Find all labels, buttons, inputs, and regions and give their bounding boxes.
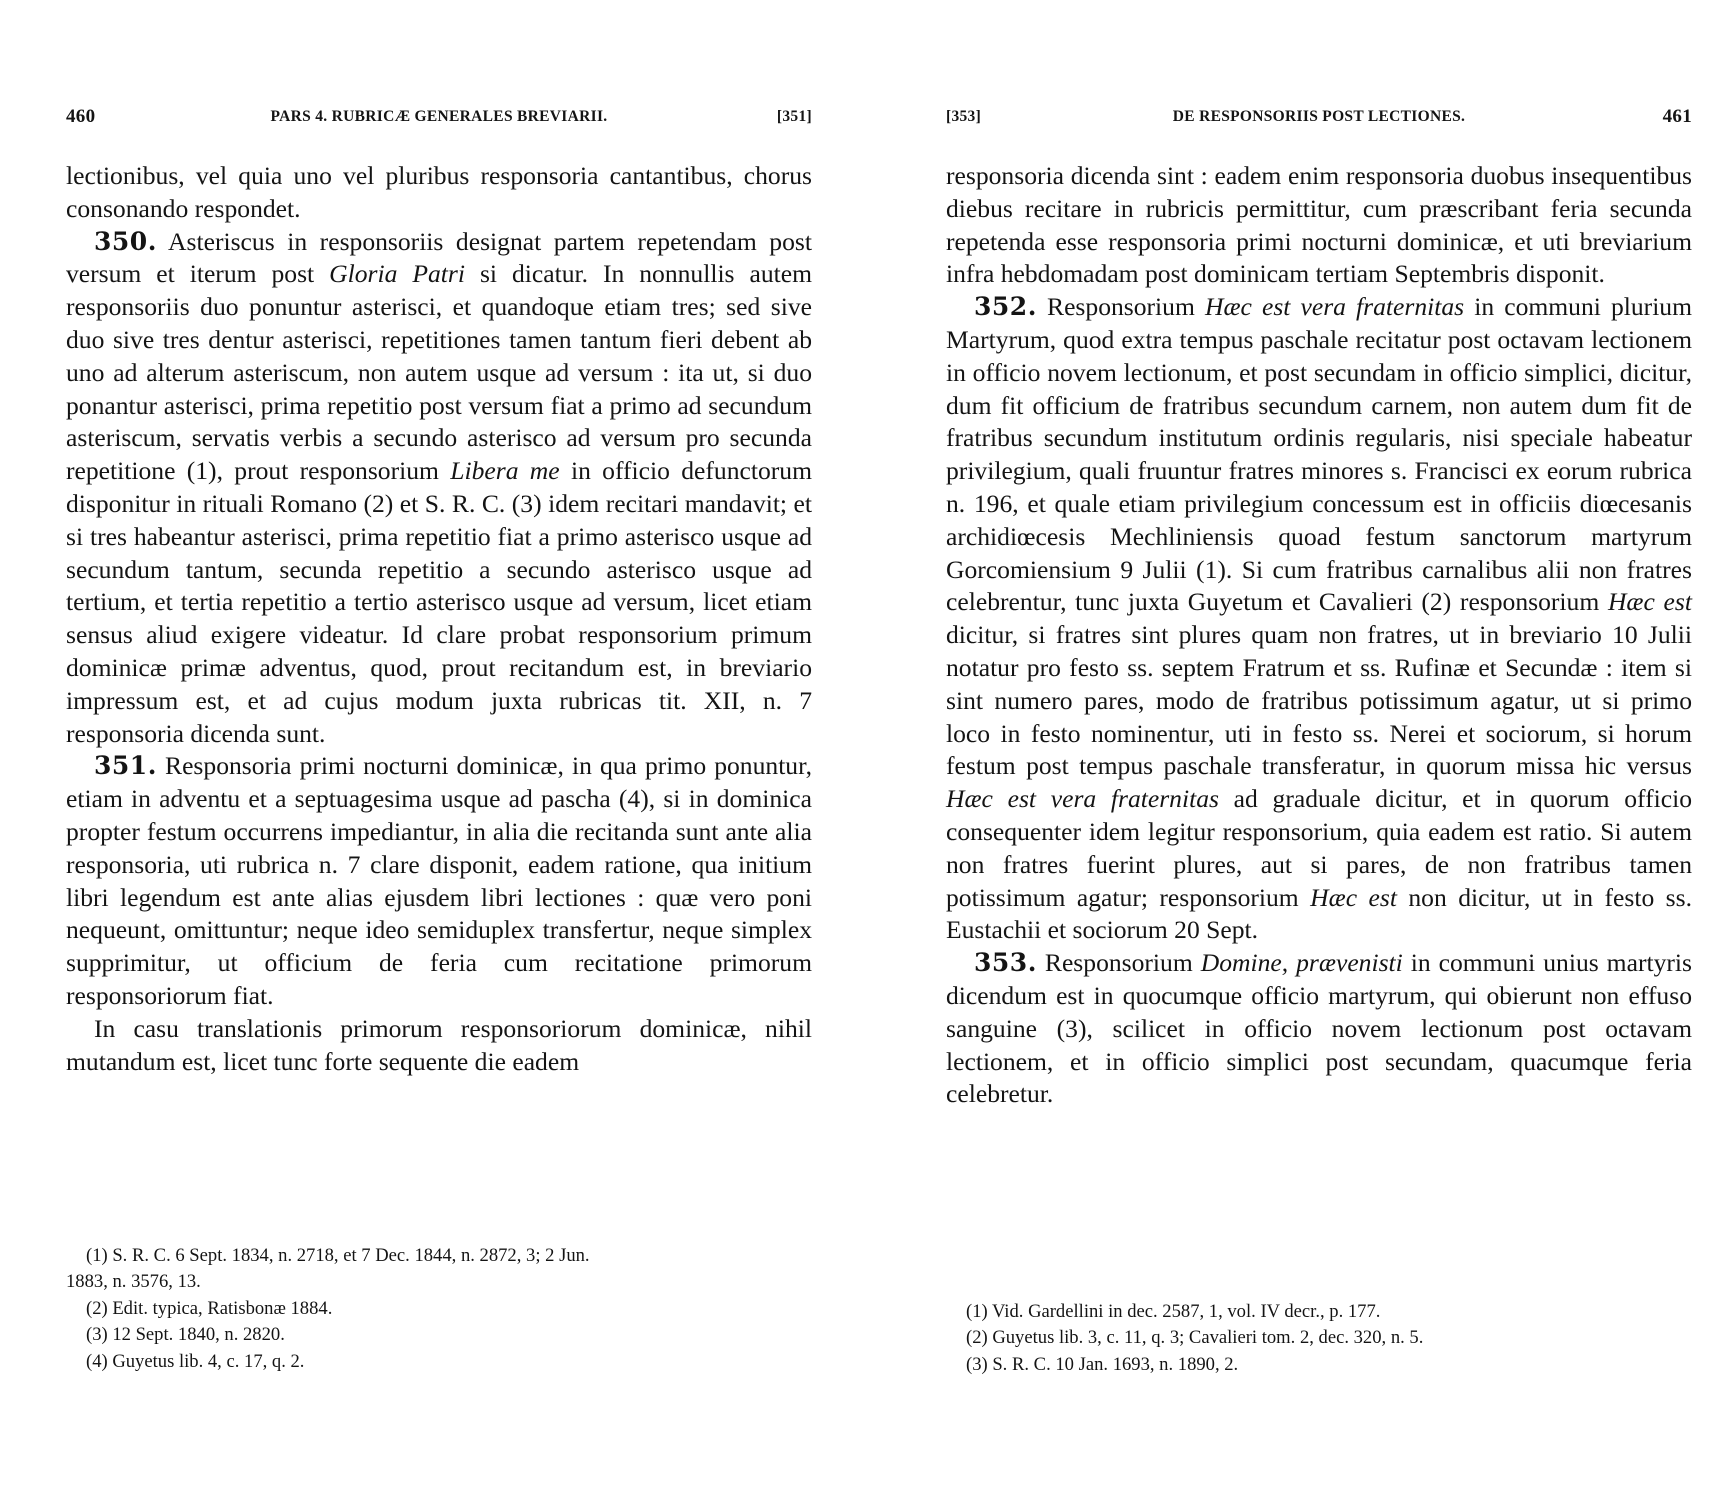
paragraph: lectionibus, vel quia uno vel pluribus responsoria cantantibus, chorus consonando respondet. xyxy=(66,161,812,223)
section-number: 351 . xyxy=(94,751,157,780)
running-head xyxy=(946,108,1692,132)
running-title: PARS 4. RUBRICÆ GENERALES BREVIARII. xyxy=(270,108,608,125)
footnote: (3) S. R. C. 10 Jan. 1693, n. 1890, 2. xyxy=(966,1353,1239,1375)
footnotes xyxy=(66,1243,812,1375)
right-page xyxy=(946,0,1692,1500)
paragraph: responsoria dicenda sint : eadem enim responsoria duobus insequentibus diebus recitare in rubricis permittitur, cum præscribant feria secunda repetenda esse responsoria primi nocturni dominicæ, et uti breviarium infra hebdomadam post dominicam tertiam Septembris disponit. xyxy=(946,161,1692,289)
footnote: (3) 12 Sept. 1840, n. 2820. xyxy=(86,1324,285,1346)
body-text xyxy=(66,160,812,1078)
page-number: 460 xyxy=(66,106,96,127)
section-number: 353 . xyxy=(974,948,1037,977)
footnote: (1) S. R. C. 6 Sept. 1834, n. 2718, et 7 Dec. 1844, n. 2872, 3; 2 Jun. xyxy=(86,1245,590,1266)
footnote: (2) Guyetus lib. 3, c. 11, q. 3; Cavalieri tom. 2, dec. 320, n. 5. xyxy=(966,1327,1424,1349)
footnote: (1) Vid. Gardellini in dec. 2587, 1, vol. IV decr., p. 177. xyxy=(966,1301,1381,1322)
running-head xyxy=(66,108,812,132)
paragraph: 351 . Responsoria primi nocturni dominicæ, in qua primo ponuntur, etiam in adventu et a septuagesima usque ad pascha (4), si in dominica propter festum occurrens impediantur, in alia die recitanda sunt ante alia responsoria, uti rubrica n. 7 clare disponit, eadem ratione, qua initium libri legendum est ante alias ejusdem libri lectiones : quæ vero poni nequeunt, omittuntur; neque ideo semiduplex transfertur, neque simplex supprimitur, ut officium de feria cum recitatione primorum responsoriorum fiat. xyxy=(66,750,812,1012)
page-number: 461 xyxy=(1662,106,1692,127)
section-number: 350 . xyxy=(94,227,157,256)
section-number: 352 . xyxy=(974,292,1037,321)
paragraph: 350 . Asteriscus in responsoriis designat partem repetendam post versum et iterum post Gloria Patri si dicatur. In nonnullis autem responsoriis duo ponuntur asterisci, et quandoque etiam tres; sed sive duo sive tres dentur asterisci, repetitiones tamen tantum fieri debent ab uno ad alterum asteriscum, non autem usque ad versum : ita ut, si duo ponantur asterisci, prima repetitio post versum fiat a primo ad secundum asteriscum, servatis verbis a secundo asterisco ad versum pro secunda repetitione (1), prout responsorium Libera me in officio defunctorum disponitur in rituali Romano (2) et S. R. C. (3) idem recitari mandavit; et si tres habeantur asterisci, prima repetitio fiat a primo asterisco usque ad secundum tantum, secunda repetitio a secundo asterisco usque ad tertium, et tertia repetitio a tertio asterisco usque ad versum, licet etiam sensus aliud exigere videatur. Id clare probat responsorium primum dominicæ primæ adventus, quod, prout recitandum est, in breviario impressum est, et ad cujus modum juxta rubricas tit. XII, n. 7 responsoria dicenda sunt. xyxy=(66,226,812,751)
footnote: (2) Edit. typica, Ratisbonæ 1884. xyxy=(86,1297,333,1319)
paragraph: 353 . Responsorium Domine, prævenisti in communi unius martyris dicendum est in quocumque officio martyrum, qui obierunt non effuso sanguine (3), scilicet in officio novem lectionum post octavam lectionem, et in officio simplici post secundam, quacumque feria celebretur. xyxy=(946,947,1692,1111)
footnote: (4) Guyetus lib. 4, c. 17, q. 2. xyxy=(86,1350,305,1372)
section-marker: [353] xyxy=(946,108,982,125)
footnotes xyxy=(966,1299,1692,1378)
section-marker: [351] xyxy=(776,108,812,125)
paragraph: In casu translationis primorum responsoriorum dominicæ, nihil mutandum est, licet tunc forte sequente die eadem xyxy=(66,1013,812,1076)
footnote-continuation: 1883, n. 3576, 13. xyxy=(66,1271,201,1293)
paragraph: 352 . Responsorium Hæc est vera fraternitas in communi plurium Martyrum, quod extra tempus paschale recitatur post octavam lectionem in officio novem lectionum, et post secundam in officio simplici, dicitur, dum fit officium de fratribus secundum carnem, non autem dum fit de fratribus secundum institutum ordinis regularis, nisi speciale habeatur privilegium, quali fruuntur fratres minores s. Francisci ex eorum rubrica n. 196, et quale etiam privilegium concessum est in officiis diœcesanis archidiœcesis Mechliniensis quoad festum sanctorum martyrum Gorcomiensium 9 Julii (1). Si cum fratribus carnalibus alii non fratres celebrentur, tunc juxta Guyetum et Cavalieri (2) responsorium Hæc est dicitur, si fratres sint plures quam non fratres, ut in breviario 10 Julii notatur pro festo ss. septem Fratrum et ss. Rufinæ et Secundæ : item si sint numero pares, modo de fratribus potissimum agatur, ut si primo loco in festo nominentur, uti in festo ss. Nerei et sociorum, si horum festum post tempus paschale transferatur, in quorum missa hic versus Hæc est vera fraternitas ad graduale dicitur, et in quorum officio consequenter idem legitur responsorium, quia eadem est ratio. Si autem non fratres fuerint plures, aut si pares, de non fratribus tamen potissimum agatur; responsorium Hæc est non dicitur, ut in festo ss. Eustachii et sociorum 20 Sept. xyxy=(946,291,1692,947)
running-title: DE RESPONSORIIS POST LECTIONES. xyxy=(1172,108,1466,125)
left-page xyxy=(66,0,812,1500)
body-text xyxy=(946,160,1692,1111)
